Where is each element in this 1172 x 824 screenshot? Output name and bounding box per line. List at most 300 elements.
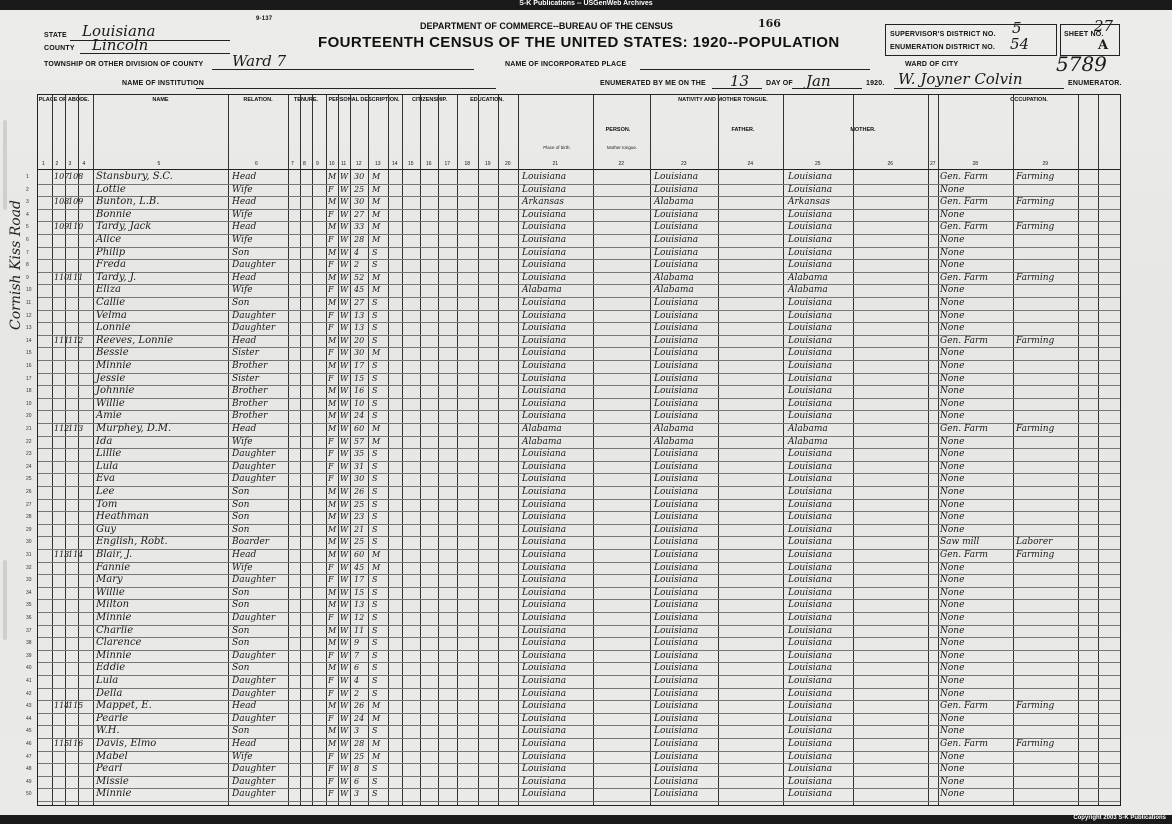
- column-number: 20: [505, 161, 511, 167]
- relation-value: Daughter: [232, 310, 276, 321]
- occupation-trade: None: [940, 751, 965, 762]
- marital-status: S: [372, 587, 378, 597]
- occupation-trade: None: [940, 562, 965, 573]
- occupation-trade: None: [940, 524, 965, 535]
- birthplace-mother: Louisiana: [788, 499, 833, 510]
- column-number: 27: [930, 161, 936, 167]
- age-value: 23: [354, 512, 365, 522]
- race-value: W: [340, 247, 349, 257]
- column-number: 26: [887, 161, 894, 167]
- person-name: Mabel: [96, 750, 128, 762]
- age-value: 24: [354, 411, 365, 421]
- marital-status: S: [372, 499, 378, 509]
- person-name: Blair, J.: [96, 549, 133, 560]
- column-rule: [288, 95, 289, 805]
- birthplace-mother: Louisiana: [788, 235, 833, 245]
- person-name: Missie: [96, 775, 129, 787]
- supervisor-district-label: SUPERVISOR'S DISTRICT NO.: [890, 31, 996, 38]
- marital-status: S: [372, 323, 378, 333]
- occupation-industry: Farming: [1016, 222, 1055, 233]
- row-number: 4: [26, 211, 29, 218]
- row-number: 3: [26, 199, 29, 206]
- birthplace-father: Louisiana: [654, 512, 699, 523]
- relation-value: Sister: [232, 373, 259, 384]
- column-number: 23: [681, 161, 687, 167]
- birthplace-father: Louisiana: [654, 373, 699, 384]
- enumerator-underline: [894, 88, 1064, 89]
- birthplace-father: Louisiana: [654, 789, 699, 800]
- year-label: 1920.: [866, 80, 885, 87]
- row-number: 28: [26, 514, 32, 521]
- birthplace-mother: Louisiana: [788, 335, 833, 346]
- birthplace-mother: Louisiana: [788, 348, 833, 359]
- sex-value: M: [328, 411, 337, 421]
- race-value: W: [340, 461, 349, 471]
- person-name: Charlie: [96, 624, 134, 636]
- person-name: Ida: [96, 435, 113, 447]
- person-name: Lula: [96, 460, 119, 472]
- relation-value: Son: [232, 625, 250, 636]
- birthplace-mother: Louisiana: [788, 386, 833, 397]
- column-rule: [388, 95, 389, 805]
- birthplace-person: Louisiana: [522, 776, 567, 787]
- birthplace-person: Louisiana: [522, 310, 567, 321]
- column-rule: [338, 95, 339, 805]
- row-number: 22: [26, 438, 32, 445]
- row-number: 16: [26, 363, 32, 369]
- age-value: 31: [354, 461, 365, 471]
- age-value: 45: [354, 285, 365, 295]
- occupation-trade: Gen. Farm: [940, 335, 988, 346]
- occupation-trade: Saw mill: [940, 537, 980, 548]
- birthplace-father: Louisiana: [654, 726, 699, 737]
- township-label: TOWNSHIP OR OTHER DIVISION OF COUNTY: [44, 61, 204, 68]
- occupation-trade: None: [940, 499, 965, 510]
- birthplace-father: Alabama: [654, 424, 694, 434]
- birthplace-mother: Louisiana: [788, 260, 833, 271]
- birthplace-father: Louisiana: [654, 524, 699, 535]
- sex-value: M: [328, 424, 337, 433]
- occupation-trade: None: [940, 676, 965, 686]
- age-value: 13: [354, 600, 365, 610]
- birthplace-father: Louisiana: [654, 600, 699, 611]
- birthplace-person: Arkansas: [522, 197, 565, 208]
- race-value: W: [340, 272, 349, 282]
- birthplace-person: Louisiana: [522, 487, 567, 497]
- column-rule: [402, 95, 403, 805]
- race-value: W: [340, 373, 349, 383]
- dwelling-number: 107: [54, 172, 70, 181]
- birthplace-person: Louisiana: [522, 625, 567, 636]
- column-number: 11: [341, 161, 347, 167]
- occupation-trade: None: [940, 386, 965, 397]
- person-name: Mary: [96, 574, 123, 586]
- race-value: W: [340, 323, 349, 333]
- birthplace-father: Louisiana: [654, 688, 699, 699]
- person-name: Stansbury, S.C.: [96, 171, 173, 182]
- occupation-trade: None: [940, 575, 965, 586]
- relation-value: Boarder: [232, 537, 270, 548]
- birthplace-father: Louisiana: [654, 209, 699, 220]
- person-name: Heathman: [96, 511, 149, 523]
- race-value: W: [340, 310, 349, 320]
- person-name: Philip: [96, 246, 126, 258]
- person-name: Della: [96, 687, 123, 699]
- row-number: 42: [26, 690, 32, 697]
- age-value: 16: [354, 386, 365, 396]
- person-name: Reeves, Lonnie: [96, 334, 174, 346]
- marital-status: S: [372, 776, 378, 786]
- occupation-trade: None: [940, 638, 965, 649]
- birthplace-person: Louisiana: [522, 222, 567, 233]
- row-number: 20: [26, 413, 32, 420]
- row-number: 36: [26, 615, 32, 621]
- birthplace-mother: Louisiana: [788, 474, 833, 485]
- age-value: 60: [354, 550, 365, 559]
- marital-status: S: [372, 361, 378, 370]
- person-name: Bunton, L.B.: [96, 196, 160, 208]
- column-rule: [438, 95, 439, 805]
- occupation-trade: None: [940, 209, 965, 220]
- marital-status: S: [372, 474, 378, 484]
- marital-status: M: [372, 739, 381, 748]
- row-number: 27: [26, 501, 32, 508]
- relation-value: Son: [232, 499, 250, 510]
- row-number: 14: [26, 337, 32, 344]
- person-name: W.H.: [96, 725, 120, 737]
- birthplace-person: Alabama: [522, 285, 562, 296]
- race-value: W: [340, 235, 349, 244]
- occupation-industry: Farming: [1016, 335, 1055, 346]
- person-name: Pearle: [96, 712, 129, 724]
- birthplace-father: Louisiana: [654, 764, 699, 775]
- person-name: Minnie: [96, 612, 132, 623]
- birthplace-mother: Louisiana: [788, 650, 833, 661]
- occupation-trade: None: [940, 260, 965, 271]
- race-value: W: [340, 613, 349, 622]
- relation-value: Head: [232, 701, 257, 712]
- column-number: 6: [255, 161, 258, 167]
- birthplace-person: Louisiana: [522, 739, 567, 749]
- person-name: Guy: [96, 523, 117, 535]
- birthplace-person: Louisiana: [522, 260, 567, 271]
- race-value: W: [340, 751, 349, 761]
- occupation-trade: Gen. Farm: [940, 550, 988, 560]
- column-rule: [368, 95, 369, 805]
- marital-status: M: [372, 713, 381, 723]
- birthplace-mother: Alabama: [788, 436, 828, 447]
- relation-value: Wife: [232, 285, 253, 296]
- column-rule: [228, 95, 229, 805]
- marital-status: M: [372, 172, 381, 181]
- age-value: 30: [354, 197, 365, 207]
- group-personal: PERSONAL DESCRIPTION.: [328, 97, 400, 103]
- occupation-trade: None: [940, 587, 965, 598]
- race-value: W: [340, 348, 349, 358]
- column-rule: [93, 95, 94, 805]
- occupation-trade: None: [940, 688, 965, 699]
- dwelling-number: 112: [54, 424, 70, 433]
- birthplace-person: Louisiana: [522, 348, 567, 359]
- family-number: 113: [68, 424, 84, 433]
- person-name: Eliza: [96, 284, 121, 296]
- sex-value: F: [328, 650, 334, 660]
- birthplace-father: Louisiana: [654, 247, 699, 258]
- birthplace-mother: Louisiana: [788, 550, 833, 560]
- birthplace-father: Louisiana: [654, 461, 699, 472]
- row-number: 43: [26, 703, 32, 710]
- birthplace-mother: Louisiana: [788, 739, 833, 749]
- archive-banner-text: S-K Publications -- USGenWeb Archives: [519, 0, 653, 7]
- birthplace-person: Louisiana: [522, 172, 567, 182]
- birthplace-mother: Louisiana: [788, 600, 833, 611]
- marital-status: S: [372, 411, 378, 421]
- race-value: W: [340, 638, 349, 648]
- occupation-trade: None: [940, 411, 965, 422]
- birthplace-father: Louisiana: [654, 474, 699, 485]
- occupation-trade: None: [940, 764, 965, 775]
- row-number: 17: [26, 375, 32, 382]
- column-number: 19: [485, 161, 491, 167]
- race-value: W: [340, 764, 349, 774]
- sex-value: F: [328, 461, 334, 471]
- marital-status: S: [372, 487, 378, 496]
- stamp-number: 5789: [1056, 52, 1107, 76]
- occupation-trade: None: [940, 474, 965, 485]
- person-name: Bonnie: [96, 208, 132, 220]
- race-value: W: [340, 650, 349, 660]
- birthplace-mother: Louisiana: [788, 587, 833, 598]
- marital-status: S: [372, 789, 378, 799]
- race-value: W: [340, 449, 349, 459]
- row-number: 13: [26, 325, 32, 332]
- relation-value: Daughter: [232, 776, 276, 787]
- row-rule: [38, 801, 1120, 802]
- row-number: 19: [26, 400, 32, 407]
- sex-value: F: [328, 613, 334, 622]
- age-value: 6: [354, 663, 360, 673]
- column-number: 29: [1042, 161, 1049, 167]
- age-value: 21: [354, 524, 365, 534]
- race-value: W: [340, 676, 349, 685]
- race-value: W: [340, 524, 349, 534]
- birthplace-person: Louisiana: [522, 751, 567, 762]
- state-label: STATE: [44, 32, 67, 39]
- birthplace-person: Louisiana: [522, 335, 567, 346]
- column-rule: [518, 95, 519, 805]
- age-value: 25: [354, 537, 365, 547]
- row-number: 50: [26, 791, 32, 798]
- birthplace-mother: Louisiana: [788, 323, 833, 334]
- occupation-trade: None: [940, 776, 965, 787]
- person-name: Eddie: [96, 662, 126, 674]
- birthplace-person: Louisiana: [522, 600, 567, 611]
- incorporated-place-label: NAME OF INCORPORATED PLACE: [505, 61, 627, 68]
- race-value: W: [340, 197, 349, 207]
- occupation-trade: Gen. Farm: [940, 739, 988, 749]
- occupation-trade: None: [940, 789, 965, 800]
- sex-value: F: [328, 285, 334, 295]
- marital-status: S: [372, 449, 378, 459]
- birthplace-person: Louisiana: [522, 209, 567, 220]
- birthplace-father: Louisiana: [654, 335, 699, 346]
- column-number: 3: [68, 161, 72, 167]
- district-box: [885, 24, 1057, 56]
- person-name: Pearl: [96, 763, 123, 775]
- birthplace-person: Louisiana: [522, 247, 567, 258]
- race-value: W: [340, 172, 349, 181]
- birthplace-person: Louisiana: [522, 701, 567, 712]
- occupation-trade: None: [940, 436, 965, 447]
- enum-month-value: Jan: [806, 72, 831, 90]
- birthplace-person: Alabama: [522, 436, 562, 447]
- birthplace-father: Louisiana: [654, 537, 699, 548]
- subhead-father: FATHER.: [731, 127, 755, 133]
- sex-value: F: [328, 789, 334, 799]
- marital-status: S: [372, 247, 378, 257]
- marital-status: S: [372, 575, 378, 585]
- sex-value: F: [328, 310, 334, 320]
- birthplace-mother: Arkansas: [788, 197, 831, 208]
- age-value: 60: [354, 424, 365, 433]
- person-name: Willie: [96, 586, 125, 598]
- race-value: W: [340, 512, 349, 522]
- marital-status: S: [372, 650, 378, 660]
- birthplace-person: Louisiana: [522, 386, 567, 397]
- row-number: 8: [26, 262, 29, 269]
- person-name: Freda: [96, 259, 126, 271]
- column-rule: [478, 95, 479, 805]
- sex-value: M: [328, 197, 337, 207]
- race-value: W: [340, 663, 349, 673]
- person-name: Lottie: [96, 183, 126, 195]
- birthplace-father: Louisiana: [654, 701, 699, 712]
- race-value: W: [340, 424, 349, 433]
- family-number: 114: [68, 550, 84, 559]
- row-number: 46: [26, 741, 32, 747]
- relation-value: Daughter: [232, 461, 276, 472]
- relation-value: Daughter: [232, 650, 276, 661]
- race-value: W: [340, 474, 349, 484]
- group-tenure: TENURE.: [293, 97, 319, 103]
- birthplace-person: Louisiana: [522, 575, 567, 586]
- occupation-trade: None: [940, 298, 965, 308]
- sex-value: M: [328, 512, 337, 522]
- age-value: 45: [354, 562, 365, 572]
- enumeration-district-value: 54: [1010, 35, 1030, 53]
- occupation-trade: None: [940, 310, 965, 321]
- birthplace-father: Louisiana: [654, 638, 699, 649]
- birthplace-mother: Louisiana: [788, 449, 833, 460]
- birthplace-person: Louisiana: [522, 524, 567, 535]
- column-rule: [457, 95, 458, 805]
- column-number: 7: [291, 161, 294, 167]
- sheet-number: 27: [1094, 17, 1114, 35]
- race-value: W: [340, 209, 349, 219]
- relation-value: Son: [232, 587, 250, 598]
- race-value: W: [340, 436, 349, 446]
- marital-status: M: [372, 197, 381, 207]
- marital-status: M: [372, 550, 381, 559]
- sex-value: F: [328, 474, 334, 484]
- birthplace-mother: Louisiana: [788, 310, 833, 321]
- sex-value: F: [328, 688, 334, 698]
- birthplace-father: Louisiana: [654, 235, 699, 245]
- sex-value: F: [328, 184, 334, 194]
- row-number: 47: [26, 753, 32, 760]
- occupation-trade: Gen. Farm: [940, 424, 988, 434]
- birthplace-person: Louisiana: [522, 272, 567, 283]
- birthplace-father: Louisiana: [654, 776, 699, 787]
- occupation-industry: Farming: [1016, 197, 1055, 208]
- birthplace-mother: Louisiana: [788, 537, 833, 548]
- supervisor-district-value: 5: [1012, 19, 1022, 37]
- day-of-label: DAY OF: [766, 80, 793, 87]
- birthplace-father: Louisiana: [654, 386, 699, 397]
- person-name: Tardy, J.: [96, 271, 137, 283]
- birthplace-person: Louisiana: [522, 298, 567, 308]
- column-number: 9: [316, 161, 319, 167]
- relation-value: Son: [232, 298, 250, 308]
- age-value: 2: [354, 260, 360, 270]
- relation-value: Son: [232, 247, 250, 258]
- race-value: W: [340, 386, 349, 396]
- relation-value: Wife: [232, 562, 253, 573]
- column-rule: [420, 95, 421, 805]
- column-number: 10: [329, 161, 335, 167]
- occupation-trade: None: [940, 361, 965, 371]
- row-number: 24: [26, 463, 32, 470]
- subhead-mother: MOTHER.: [850, 127, 876, 133]
- column-number: 16: [426, 161, 432, 167]
- relation-value: Son: [232, 524, 250, 535]
- relation-value: Head: [232, 272, 257, 283]
- birthplace-person: Louisiana: [522, 411, 567, 422]
- birthplace-person: Louisiana: [522, 235, 567, 245]
- birthplace-mother: Louisiana: [788, 688, 833, 699]
- race-value: W: [340, 398, 349, 408]
- occupation-trade: None: [940, 613, 965, 623]
- age-value: 25: [354, 499, 365, 509]
- age-value: 7: [354, 650, 360, 660]
- relation-value: Daughter: [232, 260, 276, 271]
- birthplace-mother: Louisiana: [788, 398, 833, 409]
- birthplace-father: Louisiana: [654, 713, 699, 724]
- sex-value: M: [328, 550, 337, 559]
- column-rule: [498, 95, 499, 805]
- race-value: W: [340, 499, 349, 509]
- column-number: 22: [618, 161, 625, 167]
- person-name: Mappet, E.: [96, 700, 152, 712]
- birthplace-person: Louisiana: [522, 688, 567, 699]
- birthplace-person: Louisiana: [522, 587, 567, 598]
- birthplace-person: Louisiana: [522, 726, 567, 737]
- birthplace-person: Louisiana: [522, 638, 567, 649]
- marital-status: S: [372, 310, 378, 320]
- column-number: 13: [375, 161, 381, 167]
- column-rule: [928, 95, 929, 805]
- department-title: DEPARTMENT OF COMMERCE--BUREAU OF THE CENSUS: [420, 21, 673, 31]
- occupation-trade: None: [940, 398, 965, 409]
- subhead-person: PERSON.: [605, 127, 631, 133]
- sex-value: M: [328, 524, 337, 534]
- marital-status: S: [372, 398, 378, 408]
- relation-value: Head: [232, 739, 257, 749]
- person-name: Amie: [96, 410, 122, 422]
- dwelling-number: 109: [54, 222, 70, 232]
- relation-value: Son: [232, 726, 250, 737]
- marital-status: S: [372, 676, 378, 685]
